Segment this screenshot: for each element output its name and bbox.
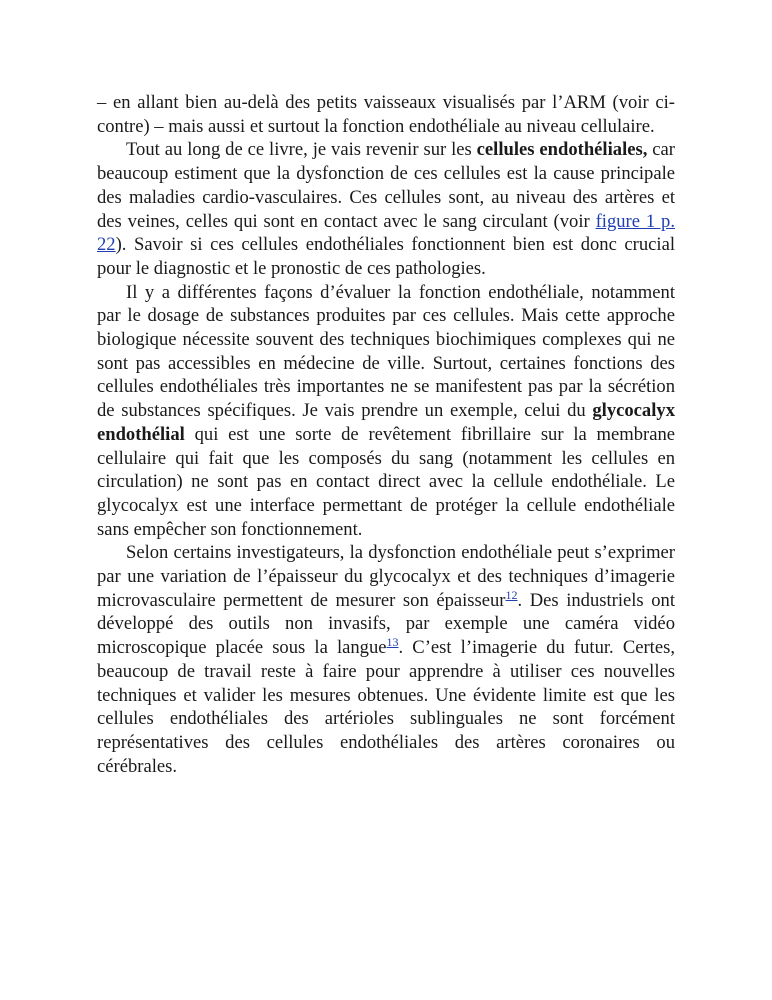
paragraph-text: car beaucoup estiment que la dysfonction de ces cellules est la cause principale des maladies cardio-vasculaires. Ces cellules sont, au niveau des artères et des veines, celles qui sont en contact avec le sang circulant (voir [97,139,675,232]
bold-term-glycocalyx: glycocalyx endothélial [97,400,675,445]
paragraph-text: . Des industriels ont développé des outils non invasifs, par exemple une caméra vidéo microscopique placée sous la langue [97,589,675,659]
footnote-link-12[interactable]: 12 [505,587,518,602]
document-page [97,91,675,778]
bold-term-cellules-endotheliales: cellules endothéliales, [476,139,648,161]
paragraph-text: – en allant bien au-delà des petits vaisseaux visualisés par l’ARM (voir ci-contre) – mais aussi et surtout la fonction endothéliale au niveau cellulaire. [97,92,675,137]
paragraph-text: . C’est l’imagerie du futur. Certes, beaucoup de travail reste à faire pour apprendre à utiliser ces nouvelles techniques et valider les mesures obtenues. Une évidente limite est que les cellules endothéliales des artérioles sublinguales ne sont forcément représentatives des cellules endothéliales des artères coronaires ou cérébrales. [97,637,675,777]
footnote-link-13[interactable]: 13 [386,635,399,650]
paragraph-glycocalyx [97,281,675,542]
paragraph-continuation [97,91,675,138]
paragraph-text: qui est une sorte de revêtement fibrillaire sur la membrane cellulaire qui fait que les composés du sang (notamment les cellules en circulation) ne sont pas en contact direct avec la cellule endothéliale. Le glycocalyx est une interface permettant de protéger la cellule endothéliale sans empêcher son fonctionnement. [97,423,675,540]
paragraph-text: Selon certains investigateurs, la dysfonction endothéliale peut s’exprimer par une variation de l’épaisseur du glycocalyx et des techniques d’imagerie microvasculaire permettent de mesurer son épaisseur [97,542,675,611]
paragraph-endothelial-cells [97,138,675,280]
paragraph-text: Il y a différentes façons d’évaluer la fonction endothéliale, notamment par le dosage de substances produites par ces cellules. Mais cette approche biologique nécessite souvent des techniques biochimiques complexes qui ne sont pas accessibles en médecine de ville. Surtout, certaines fonctions des cellules endothéliales très importantes ne se manifestent pas par la sécrétion de substances spécifiques. Je vais prendre un exemple, celui du [97,281,675,422]
figure-reference-link[interactable]: figure 1 p. 22 [97,210,675,256]
paragraph-text: ). Savoir si ces cellules endothéliales fonctionnent bien est donc crucial pour le diagnostic et le pronostic de ces pathologies. [97,234,675,279]
paragraph-text: Tout au long de ce livre, je vais revenir sur les [126,139,477,161]
paragraph-imaging [97,541,675,778]
